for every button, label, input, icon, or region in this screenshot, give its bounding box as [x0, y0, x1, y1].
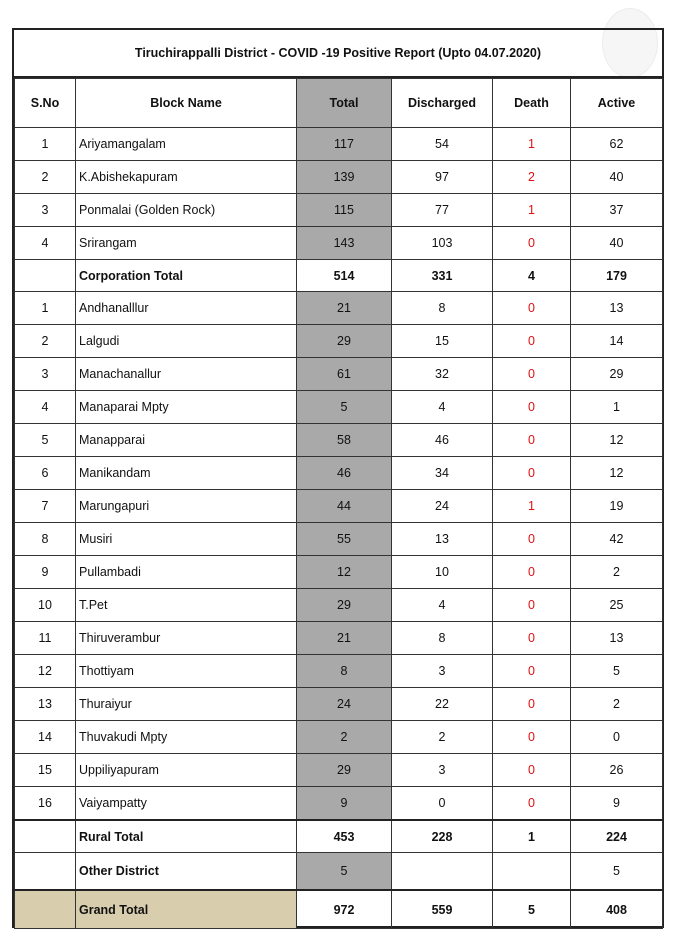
- rural-sno: 2: [15, 325, 76, 358]
- rural-sno: 8: [15, 523, 76, 556]
- rural-block-name: Pullambadi: [76, 556, 297, 589]
- rural-discharged: 3: [392, 754, 493, 787]
- rural-discharged: 3: [392, 655, 493, 688]
- rural-discharged: 8: [392, 622, 493, 655]
- rural-active: 29: [571, 358, 663, 391]
- other-district-total: 5: [297, 853, 392, 891]
- rural-total-total: 453: [297, 820, 392, 853]
- rural-row: [15, 523, 663, 556]
- corporation-discharged: 97: [392, 161, 493, 194]
- rural-death: 0: [493, 688, 571, 721]
- rural-discharged: 46: [392, 424, 493, 457]
- rural-death: 0: [493, 457, 571, 490]
- rural-sno: 10: [15, 589, 76, 622]
- rural-row: [15, 292, 663, 325]
- corporation-active: 40: [571, 227, 663, 260]
- rural-row: [15, 655, 663, 688]
- rural-sno: 4: [15, 391, 76, 424]
- corporation-active: 40: [571, 161, 663, 194]
- header-active: Active: [571, 79, 663, 128]
- rural-block-name: Vaiyampatty: [76, 787, 297, 821]
- other-district-active: 5: [571, 853, 663, 891]
- rural-discharged: 0: [392, 787, 493, 821]
- corporation-row: [15, 161, 663, 194]
- rural-active: 14: [571, 325, 663, 358]
- rural-block-name: Lalgudi: [76, 325, 297, 358]
- rural-total: 24: [297, 688, 392, 721]
- corporation-block-name: Ariyamangalam: [76, 128, 297, 161]
- corporation-row: [15, 194, 663, 227]
- rural-discharged: 32: [392, 358, 493, 391]
- rural-active: 13: [571, 622, 663, 655]
- rural-block-name: Manachanallur: [76, 358, 297, 391]
- rural-block-name: Thottiyam: [76, 655, 297, 688]
- header-total: Total: [297, 79, 392, 128]
- rural-total-row: [15, 820, 663, 853]
- corporation-discharged: 54: [392, 128, 493, 161]
- rural-total: 5: [297, 391, 392, 424]
- rural-total: 12: [297, 556, 392, 589]
- rural-sno: 14: [15, 721, 76, 754]
- rural-active: 1: [571, 391, 663, 424]
- rural-total: 9: [297, 787, 392, 821]
- corporation-total-discharged: 331: [392, 260, 493, 292]
- rural-total: 44: [297, 490, 392, 523]
- rural-discharged: 22: [392, 688, 493, 721]
- corporation-death: 1: [493, 194, 571, 227]
- rural-discharged: 13: [392, 523, 493, 556]
- rural-sno: 5: [15, 424, 76, 457]
- corporation-sno: 3: [15, 194, 76, 227]
- rural-row: [15, 358, 663, 391]
- corporation-total: 139: [297, 161, 392, 194]
- rural-sno: 6: [15, 457, 76, 490]
- rural-sno: 3: [15, 358, 76, 391]
- corporation-discharged: 103: [392, 227, 493, 260]
- rural-block-name: Thiruverambur: [76, 622, 297, 655]
- rural-sno: 16: [15, 787, 76, 821]
- rural-discharged: 4: [392, 589, 493, 622]
- rural-block-name: T.Pet: [76, 589, 297, 622]
- rural-row: [15, 325, 663, 358]
- rural-row: [15, 622, 663, 655]
- rural-discharged: 24: [392, 490, 493, 523]
- other-district-row: [15, 853, 663, 891]
- rural-total-discharged: 228: [392, 820, 493, 853]
- rural-discharged: 10: [392, 556, 493, 589]
- rural-discharged: 4: [392, 391, 493, 424]
- rural-total: 2: [297, 721, 392, 754]
- rural-block-name: Thuvakudi Mpty: [76, 721, 297, 754]
- rural-death: 0: [493, 424, 571, 457]
- rural-row: [15, 589, 663, 622]
- corporation-row: [15, 227, 663, 260]
- corporation-discharged: 77: [392, 194, 493, 227]
- rural-total-label: Rural Total: [76, 820, 297, 853]
- rural-row: [15, 754, 663, 787]
- rural-block-name: Manapparai: [76, 424, 297, 457]
- rural-total: 8: [297, 655, 392, 688]
- rural-active: 13: [571, 292, 663, 325]
- rural-discharged: 34: [392, 457, 493, 490]
- corporation-death: 2: [493, 161, 571, 194]
- corporation-active: 62: [571, 128, 663, 161]
- header-death: Death: [493, 79, 571, 128]
- rural-death: 0: [493, 754, 571, 787]
- rural-total: 29: [297, 325, 392, 358]
- rural-block-name: Uppiliyapuram: [76, 754, 297, 787]
- rural-total-death: 1: [493, 820, 571, 853]
- rural-active: 12: [571, 457, 663, 490]
- rural-row: [15, 391, 663, 424]
- rural-row: [15, 424, 663, 457]
- rural-sno: 1: [15, 292, 76, 325]
- rural-death: 0: [493, 358, 571, 391]
- rural-active: 0: [571, 721, 663, 754]
- rural-total-active: 224: [571, 820, 663, 853]
- corporation-sno: 1: [15, 128, 76, 161]
- grand-total-discharged: 559: [392, 890, 493, 929]
- rural-discharged: 15: [392, 325, 493, 358]
- rural-block-name: Thuraiyur: [76, 688, 297, 721]
- corporation-block-name: K.Abishekapuram: [76, 161, 297, 194]
- corporation-row: [15, 128, 663, 161]
- report-title: Tiruchirappalli District - COVID -19 Positive Report (Upto 04.07.2020): [14, 30, 662, 78]
- rural-total: 21: [297, 622, 392, 655]
- rural-active: 12: [571, 424, 663, 457]
- rural-active: 25: [571, 589, 663, 622]
- rural-active: 5: [571, 655, 663, 688]
- rural-sno: 7: [15, 490, 76, 523]
- rural-row: [15, 556, 663, 589]
- rural-death: 0: [493, 325, 571, 358]
- corporation-total: 115: [297, 194, 392, 227]
- grand-total-label: Grand Total: [76, 890, 297, 929]
- header-discharged: Discharged: [392, 79, 493, 128]
- grand-total-row: [15, 890, 663, 929]
- corporation-total-total: 514: [297, 260, 392, 292]
- rural-sno: 9: [15, 556, 76, 589]
- rural-death: 0: [493, 655, 571, 688]
- corporation-total-active: 179: [571, 260, 663, 292]
- rural-row: [15, 721, 663, 754]
- rural-active: 2: [571, 688, 663, 721]
- header-block-name: Block Name: [76, 79, 297, 128]
- rural-discharged: 2: [392, 721, 493, 754]
- rural-block-name: Manikandam: [76, 457, 297, 490]
- corporation-death: 0: [493, 227, 571, 260]
- rural-total: 55: [297, 523, 392, 556]
- rural-active: 19: [571, 490, 663, 523]
- corporation-active: 37: [571, 194, 663, 227]
- rural-death: 0: [493, 292, 571, 325]
- rural-total: 29: [297, 754, 392, 787]
- rural-sno: 15: [15, 754, 76, 787]
- header-sno: S.No: [15, 79, 76, 128]
- rural-death: 0: [493, 589, 571, 622]
- corporation-block-name: Srirangam: [76, 227, 297, 260]
- rural-total: 46: [297, 457, 392, 490]
- grand-total-total: 972: [297, 890, 392, 929]
- report-sheet: [12, 28, 664, 928]
- rural-total: 58: [297, 424, 392, 457]
- corporation-total-label: Corporation Total: [76, 260, 297, 292]
- corporation-total-death: 4: [493, 260, 571, 292]
- corporation-sno: 4: [15, 227, 76, 260]
- rural-block-name: Musiri: [76, 523, 297, 556]
- rural-death: 0: [493, 721, 571, 754]
- rural-death: 0: [493, 391, 571, 424]
- corporation-block-name: Ponmalai (Golden Rock): [76, 194, 297, 227]
- rural-row: [15, 490, 663, 523]
- rural-block-name: Manaparai Mpty: [76, 391, 297, 424]
- rural-active: 26: [571, 754, 663, 787]
- other-district-death: [493, 853, 571, 891]
- rural-death: 0: [493, 556, 571, 589]
- rural-death: 0: [493, 787, 571, 821]
- header-row: [15, 79, 663, 128]
- rural-total: 21: [297, 292, 392, 325]
- corporation-total: 143: [297, 227, 392, 260]
- corporation-death: 1: [493, 128, 571, 161]
- corporation-total-row: [15, 260, 663, 292]
- rural-total: 61: [297, 358, 392, 391]
- rural-block-name: Marungapuri: [76, 490, 297, 523]
- rural-active: 42: [571, 523, 663, 556]
- corporation-sno: 2: [15, 161, 76, 194]
- rural-row: [15, 787, 663, 821]
- other-district-label: Other District: [76, 853, 297, 891]
- rural-row: [15, 688, 663, 721]
- rural-death: 1: [493, 490, 571, 523]
- rural-active: 9: [571, 787, 663, 821]
- report-table: [14, 78, 663, 929]
- rural-total: 29: [297, 589, 392, 622]
- rural-death: 0: [493, 622, 571, 655]
- rural-death: 0: [493, 523, 571, 556]
- rural-active: 2: [571, 556, 663, 589]
- corporation-total: 117: [297, 128, 392, 161]
- rural-sno: 12: [15, 655, 76, 688]
- rural-row: [15, 457, 663, 490]
- other-district-discharged: [392, 853, 493, 891]
- rural-discharged: 8: [392, 292, 493, 325]
- rural-sno: 11: [15, 622, 76, 655]
- grand-total-active: 408: [571, 890, 663, 929]
- grand-total-death: 5: [493, 890, 571, 929]
- rural-sno: 13: [15, 688, 76, 721]
- rural-block-name: Andhanalllur: [76, 292, 297, 325]
